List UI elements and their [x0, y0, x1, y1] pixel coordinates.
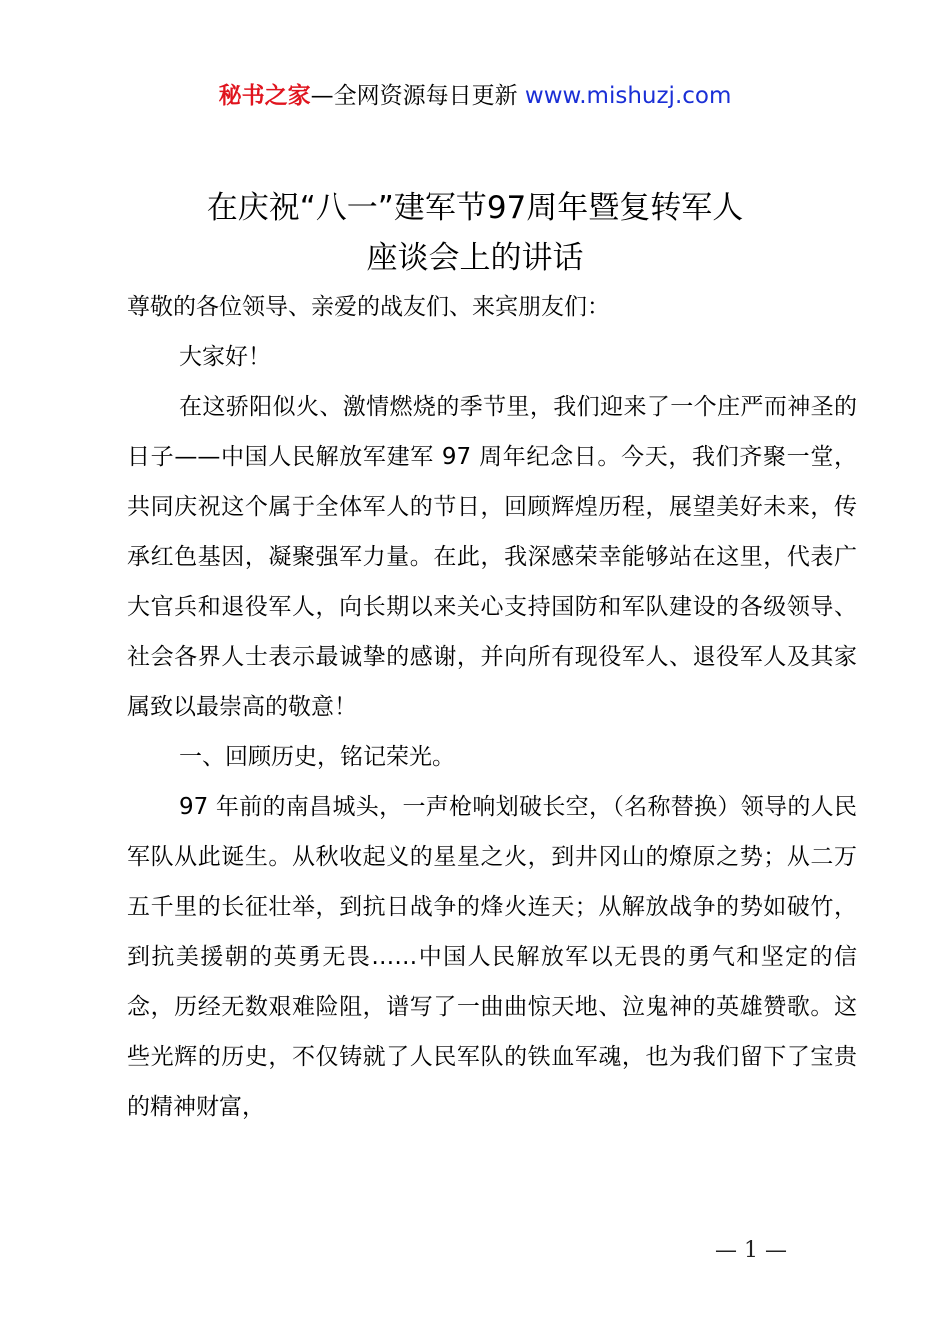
paragraph-history: 97 年前的南昌城头，一声枪响划破长空，（名称替换）领导的人民军队从此诞生。从秋收起义的星星之火，到井冈山的燎原之势；从二万五千里的长征壮举，到抗日战争的烽火连天；从解放战争的势如破竹，到抗美援朝的英勇无畏……中国人民解放军以无畏的勇气和坚定的信念，历经无数艰难险阻，谱写了一曲曲惊天地、泣鬼神的英雄赞歌。这些光辉的历史，不仅铸就了人民军队的铁血军魂，也为我们留下了宝贵的精神财富，	[127, 794, 857, 1120]
site-tagline: —全网资源每日更新	[310, 83, 518, 109]
site-url-link[interactable]: www.mishuzj.com	[524, 83, 732, 109]
page-number: — 1 —	[715, 1238, 787, 1263]
site-brand: 秘书之家	[218, 83, 311, 109]
document-title-line-2: 座谈会上的讲话	[366, 240, 584, 276]
greeting: 大家好！	[179, 344, 271, 370]
document-body	[127, 282, 857, 1132]
document-title-line-1: 在庆祝“八一”建军节97周年暨复转军人	[206, 190, 744, 226]
section-heading-1: 一、回顾历史，铭记荣光。	[179, 744, 455, 770]
salutation: 尊敬的各位领导、亲爱的战友们、来宾朋友们：	[127, 294, 610, 320]
paragraph-opening: 在这骄阳似火、激情燃烧的季节里，我们迎来了一个庄严而神圣的日子——中国人民解放军建军 97 周年纪念日。今天，我们齐聚一堂，共同庆祝这个属于全体军人的节日，回顾辉煌历程，展望美好未来，传承红色基因，凝聚强军力量。在此，我深感荣幸能够站在这里，代表广大官兵和退役军人，向长期以来关心支持国防和军队建设的各级领导、社会各界人士表示最诚挚的感谢，并向所有现役军人、退役军人及其家属致以最崇高的敬意！	[127, 394, 857, 720]
site-header	[0, 80, 950, 112]
